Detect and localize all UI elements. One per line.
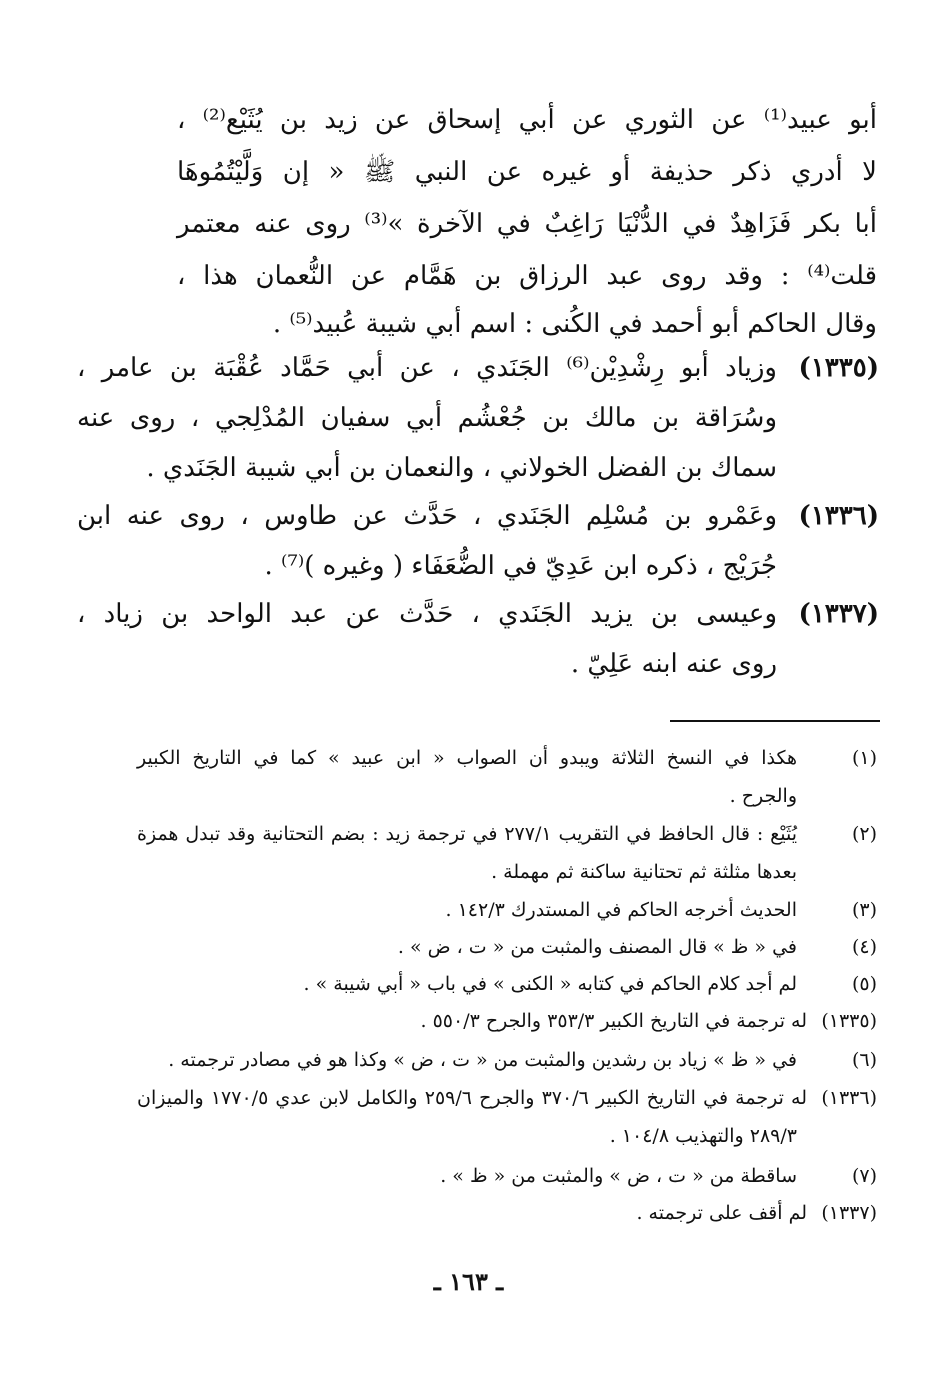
- entry-line: وعيسى بن يزيد الجَنَدي ، حَدَّث عن عبد الواحد بن زياد ،: [77, 599, 777, 629]
- body-line: قلت⁽⁴⁾ : وقد روى عبد الرزاق بن هَمَّام عن النُّعمان هذا ،: [177, 261, 877, 291]
- footnote-line: له ترجمة في التاريخ الكبير ٣٧٠/٦ والجرح ٢٥٩/٦ والكامل لابن عدي ١٧٧٠/٥ والميزان: [137, 1087, 808, 1109]
- footnote-number: (٦): [851, 1049, 877, 1071]
- entry-line: روى عنه ابنه عَلِيّ .: [570, 649, 777, 679]
- footnote-number: (١): [851, 747, 877, 769]
- footnote-line: بعدها مثلثة ثم تحتانية ساكنة ثم مهملة .: [491, 861, 797, 883]
- footnote-line: الحديث أخرجه الحاكم في المستدرك ١٤٢/٣ .: [445, 899, 797, 921]
- footnote-line: له ترجمة في التاريخ الكبير ٣٥٣/٣ والجرح ٥٥٠/٣ .: [420, 1010, 807, 1032]
- footnote-number: (١٣٣٧): [821, 1202, 877, 1224]
- body-line: أبا بكر فَزَاهِدٌ في الدُّنْيَا رَاغِبٌ في الآخرة »⁽³⁾ روى عنه معتمر: [177, 209, 877, 239]
- footnote-number: (٥): [851, 973, 877, 995]
- footnote-number: (٤): [851, 936, 877, 958]
- footnote-line: يُثَيْع : قال الحافظ في التقريب ٢٧٧/١ في ترجمة زيد : بضم التحتانية وقد تبدل همزة: [137, 823, 797, 845]
- footnote-line: في « ظ » قال المصنف والمثبت من « ت ، ض » .: [397, 936, 797, 958]
- entry-number: (١٣٣٦): [798, 501, 879, 531]
- footnote-line: ٢٨٩/٣ والتهذيب ١٠٤/٨ .: [609, 1125, 797, 1147]
- body-line: أبو عبيد⁽¹⁾ عن الثوري عن أبي إسحاق عن زيد بن يُثَيْع⁽²⁾ ،: [177, 105, 877, 135]
- entry-line: سماك بن الفضل الخولاني ، والنعمان بن أبي شيبة الجَنَدي .: [146, 453, 777, 483]
- entry-line: وسُرَاقة بن مالك بن جُعْشُم أبي سفيان المُدْلِجي ، روى عنه: [77, 403, 777, 433]
- entry-number: (١٣٣٥): [798, 353, 879, 383]
- body-line: لا أدري ذكر حذيفة أو غيره عن النبي ﷺ « إن وَلَّيْتُمُوهَا: [177, 157, 877, 187]
- footnote-separator: [670, 720, 880, 722]
- entry-number: (١٣٣٧): [798, 599, 879, 629]
- footnote-number: (٢): [851, 823, 877, 845]
- footnote-line: في « ظ » زياد بن رشدين والمثبت من « ت ، ض » وكذا هو في مصادر ترجمته .: [168, 1049, 797, 1071]
- footnote-line: لم أقف على ترجمته .: [636, 1202, 807, 1224]
- footnote-line: والجرح .: [729, 785, 797, 807]
- entry-line: وعَمْرو بن مُسْلِم الجَنَدي ، حَدَّث عن طاوس ، روى عنه ابن: [77, 501, 777, 531]
- footnote-line: لم أجد كلام الحاكم في كتابه « الكنى » في باب « أبي شيبة » .: [303, 973, 797, 995]
- body-line: وقال الحاكم أبو أحمد في الكُنى : اسم أبي شيبة عُبيد⁽⁵⁾ .: [272, 309, 877, 339]
- page-number: ـ ١٦٣ ـ: [433, 1267, 504, 1296]
- entry-line: جُرَيْج ، ذكره ابن عَدِيّ في الضُّعَفَاء ( وغيره )⁽⁷⁾ .: [264, 551, 777, 581]
- footnote-number: (٧): [851, 1165, 877, 1187]
- entry-line: وزياد أبو رِشْدِيْن⁽⁶⁾ الجَنَدي ، عن أبي حَمَّاد عُقْبَة بن عامر ،: [77, 353, 777, 383]
- footnote-number: (١٣٣٥): [821, 1010, 877, 1032]
- footnote-line: ساقطة من « ت ، ض » والمثبت من « ظ » .: [440, 1165, 797, 1187]
- footnote-number: (١٣٣٦): [821, 1087, 877, 1109]
- footnote-line: هكذا في النسخ الثلاثة ويبدو أن الصواب « ابن عبيد » كما في التاريخ الكبير: [137, 747, 797, 769]
- footnote-number: (٣): [851, 899, 877, 921]
